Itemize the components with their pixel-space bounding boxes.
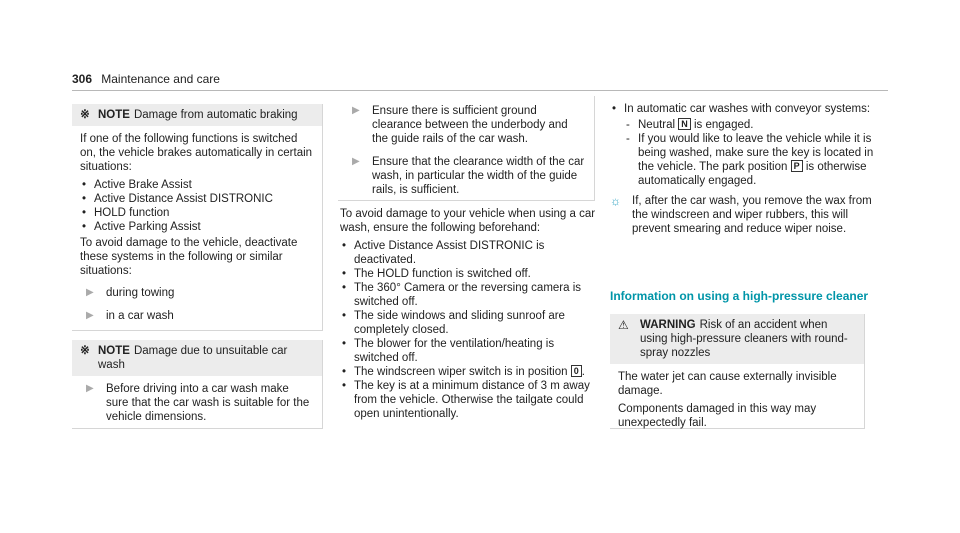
warning-text: Components damaged in this way may unexpectedly fail. [618, 403, 817, 429]
conveyor-list [610, 102, 882, 188]
note-body [72, 376, 322, 441]
warning-box [610, 314, 865, 429]
neutral-key-icon: N [678, 118, 691, 130]
list-item: • Active Parking Assist [80, 220, 314, 234]
sub-item [624, 132, 882, 188]
note-unsuitable-car-wash [72, 340, 323, 429]
warning-text: The water jet can cause externally invisible damage. [618, 371, 837, 397]
note-title: Damage from automatic braking [133, 109, 298, 121]
step [80, 382, 314, 424]
step [80, 286, 314, 300]
car-wash-checklist [340, 207, 596, 423]
step-arrow-icon: ▶ [352, 156, 360, 167]
note-icon: ※ [80, 345, 90, 357]
park-key-icon: P [791, 160, 803, 172]
list-item: • The windscreen wiper switch is in position 0 . [340, 365, 596, 379]
bullet-text: In automatic car washes with conveyor systems: [624, 103, 871, 115]
list-item: • The 360° Camera or the reversing camera is switched off. [340, 281, 596, 309]
tip-text: If, after the car wash, you remove the wax from the windscreen and wiper rubbers, this will prevent smearing and reduce wiper noise. [632, 195, 872, 235]
conveyor-info [610, 100, 882, 236]
list-item: • The side windows and sliding sunroof are completely closed. [340, 309, 596, 337]
list-item: • The key is at a minimum distance of 3 m away from the vehicle. Otherwise the tailgate could open unintentionally. [340, 379, 596, 421]
note-label: NOTE [98, 109, 130, 121]
list-item: • The HOLD function is switched off. [340, 267, 596, 281]
note-body [338, 96, 594, 214]
info-icon: ☼ [610, 194, 621, 208]
step-text: Ensure there is sufficient ground clearance between the underbody and the guide rails of the car wash. [372, 105, 568, 145]
warning-title: Risk of an accident when using high-pressure cleaners with round-spray nozzles [640, 319, 848, 359]
note-title: Damage due to unsuitable car wash [98, 345, 288, 371]
warning-icon: ⚠ [618, 318, 629, 332]
note-label: NOTE [98, 345, 130, 357]
step-text: in a car wash [106, 310, 174, 322]
note-icon: ※ [80, 109, 90, 121]
step-arrow-icon: ▶ [86, 287, 94, 298]
page-header [72, 72, 888, 91]
checklist-intro: To avoid damage to your vehicle when using a car wash, ensure the following beforehand: [340, 208, 596, 234]
note-body [72, 126, 322, 340]
tip [610, 194, 882, 236]
list-item [610, 102, 882, 188]
wiper-text: The windscreen wiper switch is in position [354, 366, 568, 378]
note-continued-box [338, 96, 595, 201]
warning-header [610, 314, 864, 364]
warning-label: WARNING [640, 319, 696, 331]
checklist [340, 239, 596, 421]
function-list [80, 178, 314, 234]
note-text: To avoid damage to the vehicle, deactivate these systems in the following or similar situations: [80, 237, 298, 277]
section-heading: Information on using a high-pressure cleaner [610, 289, 869, 303]
section-name: Maintenance and care [101, 72, 220, 86]
list-item: • Active Brake Assist [80, 178, 314, 192]
list-item: • The blower for the ventilation/heating is switched off. [340, 337, 596, 365]
list-item: • Active Distance Assist DISTRONIC [80, 192, 314, 206]
step-arrow-icon: ▶ [352, 105, 360, 116]
step-arrow-icon: ▶ [86, 383, 94, 394]
wiper-position-key-icon: 0 [571, 365, 582, 377]
step [80, 309, 314, 323]
note-intro: If one of the following functions is switched on, the vehicle brakes automatically in certain situations: [80, 133, 313, 173]
sub-text: Neutral [638, 119, 676, 131]
step-text: during towing [106, 287, 175, 299]
sub-text: is engaged. [693, 119, 754, 131]
step [346, 104, 586, 146]
list-item: • HOLD function [80, 206, 314, 220]
note-header [72, 104, 322, 126]
note-automatic-braking [72, 104, 323, 331]
warning-body [610, 364, 864, 442]
page-number: 306 [72, 72, 93, 86]
sub-text: If you would like to leave the vehicle while it is being washed, make sure the key is located in the vehicle. The park position [638, 133, 874, 173]
step [346, 155, 586, 197]
note-header [72, 340, 322, 376]
step-text: Ensure that the clearance width of the car wash, in particular the width of the guide rails, is sufficient. [372, 156, 585, 196]
sub-list [624, 118, 882, 188]
step-arrow-icon: ▶ [86, 310, 94, 321]
sub-item [624, 118, 882, 132]
step-text: Before driving into a car wash make sure that the car wash is suitable for the vehicle dimensions. [106, 383, 310, 423]
sub-text: is otherwise automatically engaged. [638, 161, 867, 187]
list-item: • Active Distance Assist DISTRONIC is deactivated. [340, 239, 596, 267]
